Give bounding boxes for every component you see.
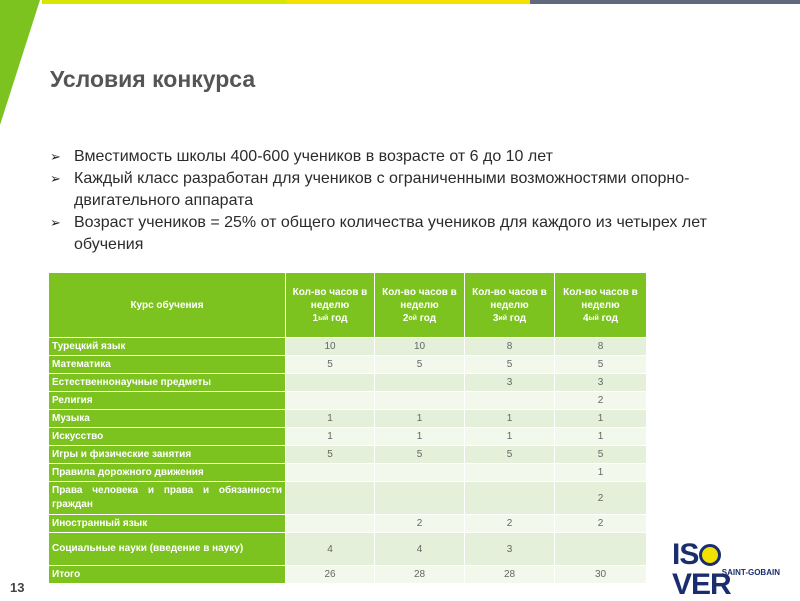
row-label: Турецкий язык xyxy=(49,338,286,356)
row-value: 8 xyxy=(555,338,647,356)
row-value: 2 xyxy=(555,482,647,515)
logo-o-icon xyxy=(699,544,721,566)
page-number: 13 xyxy=(10,580,25,595)
row-label: Математика xyxy=(49,356,286,374)
row-value: 4 xyxy=(375,533,465,566)
bullet-item xyxy=(50,146,750,168)
row-value: 30 xyxy=(555,566,647,584)
header-year-number: 2 xyxy=(402,312,409,324)
row-value xyxy=(375,392,465,410)
row-value xyxy=(375,482,465,515)
header-year-sup: ий xyxy=(498,314,508,322)
row-value: 10 xyxy=(375,338,465,356)
row-value: 5 xyxy=(555,356,647,374)
header-year-number: 4 xyxy=(583,312,589,324)
row-value: 10 xyxy=(286,338,375,356)
header-year-label: Кол-во часов в неделю xyxy=(382,286,457,311)
arrow-bullet-icon: ➢ xyxy=(50,149,61,164)
table-row xyxy=(49,410,647,428)
header-year-suffix: год xyxy=(417,312,437,324)
row-value: 1 xyxy=(555,410,647,428)
table-row xyxy=(49,356,647,374)
row-label: Права человека и права и обязанности граждан xyxy=(49,482,286,515)
row-value: 5 xyxy=(286,446,375,464)
row-value: 3 xyxy=(465,533,555,566)
header-year-number: 3 xyxy=(492,312,499,324)
logo-text-pre: IS xyxy=(672,538,699,571)
row-value: 5 xyxy=(465,356,555,374)
row-value: 3 xyxy=(555,374,647,392)
logo-subtitle: SAINT-GOBAIN xyxy=(721,568,780,577)
header-year-suffix: год xyxy=(598,312,618,324)
row-value: 5 xyxy=(375,356,465,374)
row-value: 1 xyxy=(375,428,465,446)
row-value xyxy=(465,392,555,410)
logo-text-post: VER xyxy=(672,568,731,601)
bullet-item xyxy=(50,212,750,256)
row-value: 1 xyxy=(465,428,555,446)
table-row xyxy=(49,533,647,566)
header-year-number: 1 xyxy=(312,312,319,324)
header-year-label: Кол-во часов в неделю xyxy=(472,286,547,311)
row-value xyxy=(286,392,375,410)
table-total-row xyxy=(49,566,647,584)
row-value: 1 xyxy=(286,410,375,428)
row-value: 28 xyxy=(375,566,465,584)
table-row xyxy=(49,428,647,446)
header-year-sup: ый xyxy=(318,314,329,322)
table-row xyxy=(49,464,647,482)
top-accent-bar-green xyxy=(42,0,287,4)
row-value: 1 xyxy=(286,428,375,446)
bullet-text: Каждый класс разработан для учеников с ограниченными возможностями опорно-двигательного аппарата xyxy=(74,170,690,209)
header-year-4 xyxy=(555,273,647,338)
header-year-label: Кол-во часов в неделю xyxy=(292,286,368,311)
row-value: 2 xyxy=(465,515,555,533)
row-label: Иностранный язык xyxy=(49,515,286,533)
isover-logo xyxy=(672,538,780,601)
table-header-row xyxy=(49,273,647,338)
row-value: 2 xyxy=(375,515,465,533)
row-value: 1 xyxy=(375,410,465,428)
header-year-label: Кол-во часов в неделю xyxy=(563,286,638,311)
bullet-item xyxy=(50,168,750,212)
row-value: 2 xyxy=(555,515,647,533)
top-accent-bar-grey xyxy=(530,0,800,4)
top-accent-bar-yellow xyxy=(287,0,532,4)
table-row xyxy=(49,515,647,533)
row-label: Итого xyxy=(49,566,286,584)
row-value xyxy=(286,374,375,392)
row-value: 1 xyxy=(465,410,555,428)
header-course: Курс обучения xyxy=(49,273,286,338)
row-value: 5 xyxy=(375,446,465,464)
bullet-text: Вместимость школы 400-600 учеников в возрасте от 6 до 10 лет xyxy=(74,148,553,165)
header-year-1 xyxy=(286,273,375,338)
row-value: 26 xyxy=(286,566,375,584)
row-value: 1 xyxy=(555,428,647,446)
table-row xyxy=(49,446,647,464)
table-row xyxy=(49,374,647,392)
row-value: 1 xyxy=(555,464,647,482)
row-label: Искусство xyxy=(49,428,286,446)
bullet-text: Возраст учеников = 25% от общего количества учеников для каждого из четырех лет обучения xyxy=(74,214,707,253)
row-value: 28 xyxy=(465,566,555,584)
row-value xyxy=(286,482,375,515)
course-hours-table xyxy=(48,272,647,584)
row-value xyxy=(465,464,555,482)
row-label: Естественнонаучные предметы xyxy=(49,374,286,392)
row-value xyxy=(286,515,375,533)
row-value xyxy=(286,464,375,482)
decorative-green-band xyxy=(0,0,40,125)
header-year-sup: ой xyxy=(408,314,417,322)
row-value: 8 xyxy=(465,338,555,356)
header-year-2 xyxy=(375,273,465,338)
slide-title: Условия конкурса xyxy=(50,66,256,92)
row-value xyxy=(465,482,555,515)
arrow-bullet-icon: ➢ xyxy=(50,171,61,186)
header-year-suffix: год xyxy=(328,312,348,324)
row-value xyxy=(375,374,465,392)
row-label: Религия xyxy=(49,392,286,410)
row-label: Игры и физические занятия xyxy=(49,446,286,464)
row-value: 5 xyxy=(465,446,555,464)
row-value: 4 xyxy=(286,533,375,566)
row-value: 3 xyxy=(465,374,555,392)
header-year-suffix: год xyxy=(507,312,527,324)
row-value xyxy=(555,533,647,566)
table-row xyxy=(49,392,647,410)
header-year-3 xyxy=(465,273,555,338)
row-value: 5 xyxy=(555,446,647,464)
row-value: 5 xyxy=(286,356,375,374)
row-label: Социальные науки (введение в науку) xyxy=(49,533,286,566)
bullet-list xyxy=(50,146,750,256)
arrow-bullet-icon: ➢ xyxy=(50,215,61,230)
row-value xyxy=(375,464,465,482)
table-row xyxy=(49,338,647,356)
table-row xyxy=(49,482,647,515)
row-label: Музыка xyxy=(49,410,286,428)
row-value: 2 xyxy=(555,392,647,410)
header-year-sup: ый xyxy=(588,314,599,322)
row-label: Правила дорожного движения xyxy=(49,464,286,482)
